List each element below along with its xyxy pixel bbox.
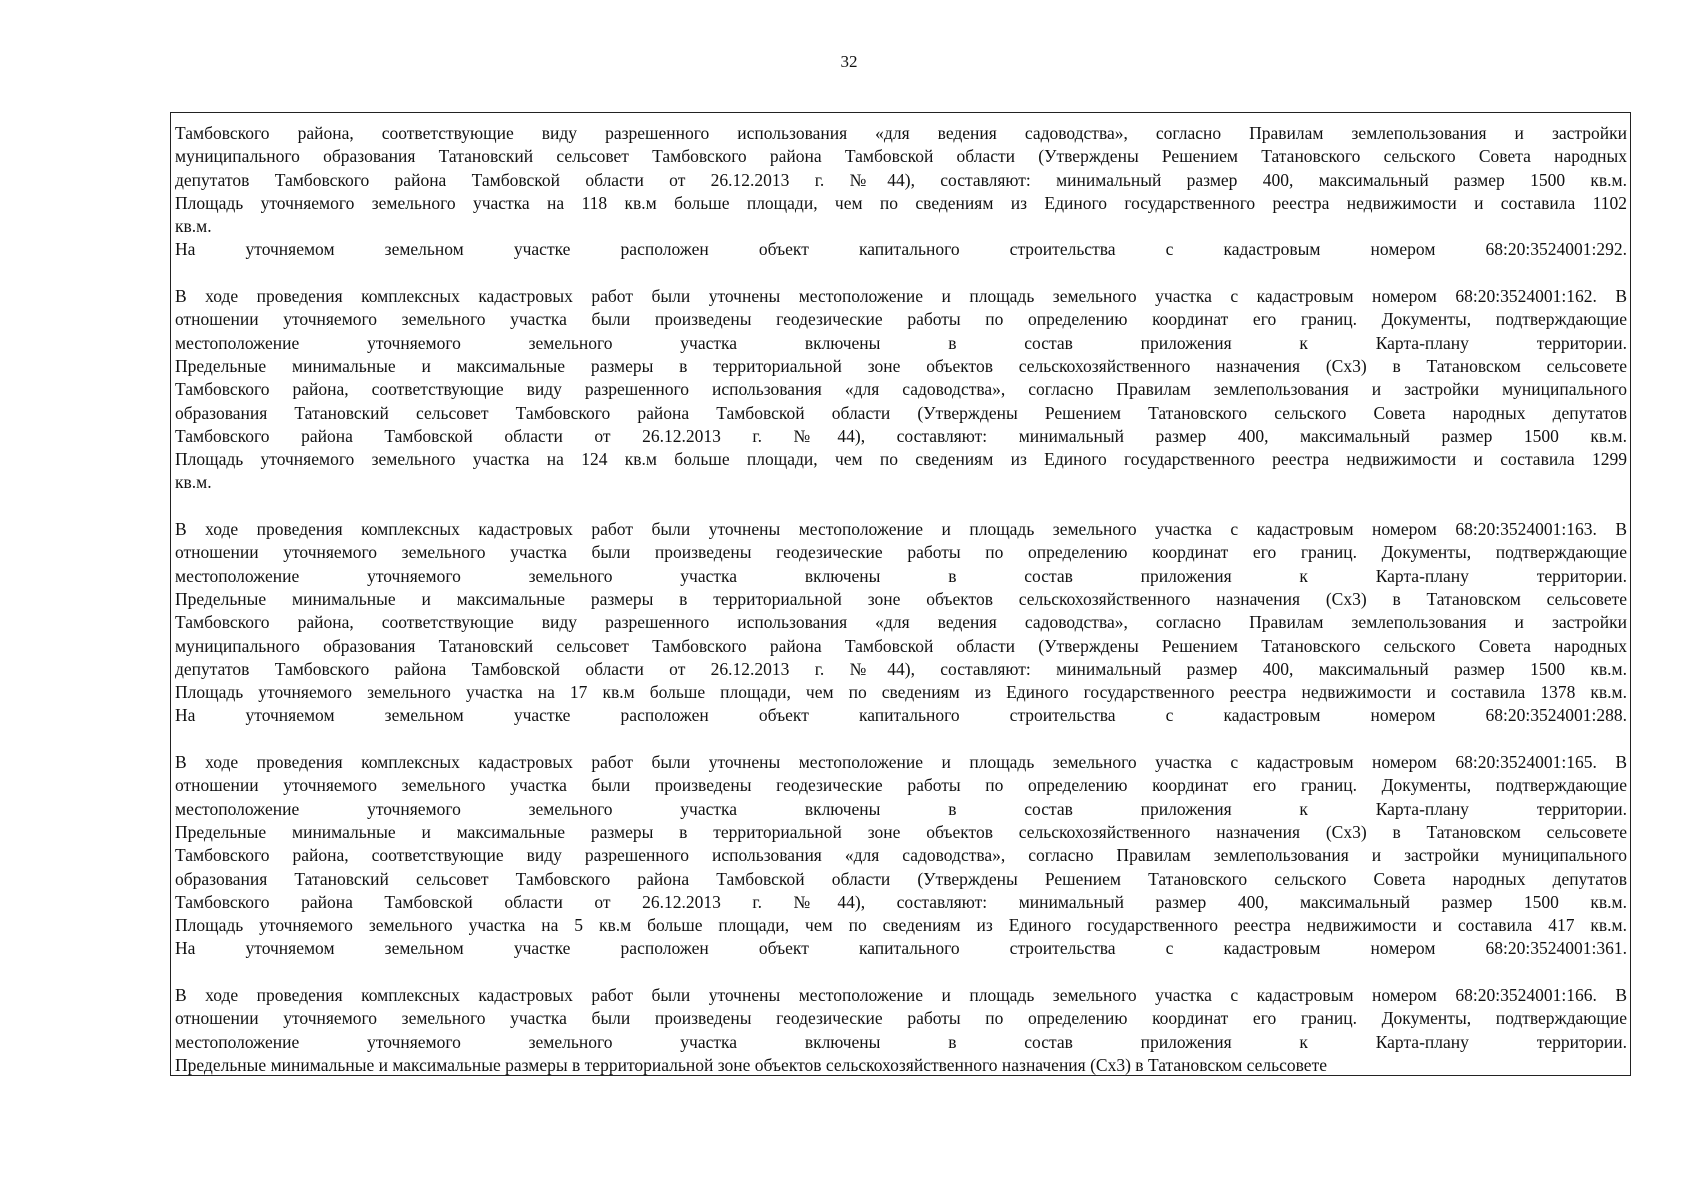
paragraph-gap [175, 728, 1627, 751]
paragraph-gap [175, 262, 1627, 285]
text-line: Площадь уточняемого земельного участка на 118 кв.м больше площади, чем по сведениям из Единого государственного реестра недвижимости и составила 1102 [175, 192, 1627, 213]
text-line: муниципального образования Татановский сельсовет Тамбовского района Тамбовской области (Утверждены Решением Татановского сельского Совета народных [175, 635, 1627, 656]
paragraph [175, 518, 1627, 728]
paragraph-gap [175, 495, 1627, 518]
text-line: муниципального образования Татановский сельсовет Тамбовского района Тамбовской области (Утверждены Решением Татановского сельского Совета народных [175, 146, 1627, 167]
text-line: На уточняемом земельном участке расположен объект капитального строительства с кадастровым номером 68:20:3524001:361. [175, 938, 1627, 959]
text-frame [170, 112, 1631, 1076]
text-line: кв.м. [175, 472, 212, 493]
text-line: На уточняемом земельном участке расположен объект капитального строительства с кадастровым номером 68:20:3524001:288. [175, 705, 1627, 726]
text-line: местоположение уточняемого земельного участка включены в состав приложения к Карта-плану территории. [175, 565, 1627, 586]
text-line: отношении уточняемого земельного участка были произведены геодезические работы по определению координат его границ. Документы, подтверждающие [175, 775, 1627, 796]
text-line: Предельные минимальные и максимальные размеры в территориальной зоне объектов сельскохозяйственного назначения (Сх3) в Татановском сельсовете [175, 355, 1627, 376]
text-line: В ходе проведения комплексных кадастровых работ были уточнены местоположение и площадь земельного участка с кадастровым номером 68:20:3524001:166. В [175, 984, 1627, 1005]
paragraph-gap [175, 961, 1627, 984]
text-line: отношении уточняемого земельного участка были произведены геодезические работы по определению координат его границ. Документы, подтверждающие [175, 1008, 1627, 1029]
text-line: На уточняемом земельном участке расположен объект капитального строительства с кадастровым номером 68:20:3524001:292. [175, 239, 1627, 260]
paragraph [175, 984, 1627, 1076]
page-number: 32 [840, 52, 858, 71]
text-line: Площадь уточняемого земельного участка на 5 кв.м больше площади, чем по сведениям из Единого государственного реестра недвижимости и составила 417 кв.м. [175, 915, 1627, 936]
text-line: Тамбовского района Тамбовской области от 26.12.2013 г. №44), составляют: минимальный размер 400, максимальный размер 1500 кв.м. [175, 425, 1627, 446]
text-line: местоположение уточняемого земельного участка включены в состав приложения к Карта-плану территории. [175, 798, 1627, 819]
text-line: кв.м. [175, 216, 212, 237]
text-line: местоположение уточняемого земельного участка включены в состав приложения к Карта-плану территории. [175, 1031, 1627, 1052]
text-line: В ходе проведения комплексных кадастровых работ были уточнены местоположение и площадь земельного участка с кадастровым номером 68:20:3524001:165. В [175, 752, 1627, 773]
text-line: Тамбовского района, соответствующие виду разрешенного использования «для ведения садоводства», согласно Правилам землепользования и застройки [175, 612, 1627, 633]
paragraph [175, 751, 1627, 961]
text-line: Предельные минимальные и максимальные размеры в территориальной зоне объектов сельскохозяйственного назначения (Сх3) в Татановском сельсовете [175, 588, 1627, 609]
text-line: Предельные минимальные и максимальные размеры в территориальной зоне объектов сельскохозяйственного назначения (Сх3) в Татановском сельсовете [175, 1054, 1327, 1075]
text-line: Площадь уточняемого земельного участка на 124 кв.м больше площади, чем по сведениям из Единого государственного реестра недвижимости и составила 1299 [175, 449, 1627, 470]
paragraph [175, 285, 1627, 495]
text-line: образования Татановский сельсовет Тамбовского района Тамбовской области (Утверждены Решением Татановского сельского Совета народных депутатов [175, 868, 1627, 889]
text-line: местоположение уточняемого земельного участка включены в состав приложения к Карта-плану территории. [175, 332, 1627, 353]
text-line: Площадь уточняемого земельного участка на 17 кв.м больше площади, чем по сведениям из Единого государственного реестра недвижимости и составила 1378 кв.м. [175, 682, 1627, 703]
text-line: Тамбовского района Тамбовской области от 26.12.2013 г. №44), составляют: минимальный размер 400, максимальный размер 1500 кв.м. [175, 891, 1627, 912]
text-line: В ходе проведения комплексных кадастровых работ были уточнены местоположение и площадь земельного участка с кадастровым номером 68:20:3524001:162. В [175, 286, 1627, 307]
text-line: Предельные минимальные и максимальные размеры в территориальной зоне объектов сельскохозяйственного назначения (Сх3) в Татановском сельсовете [175, 821, 1627, 842]
text-line: В ходе проведения комплексных кадастровых работ были уточнены местоположение и площадь земельного участка с кадастровым номером 68:20:3524001:163. В [175, 519, 1627, 540]
paragraph [175, 122, 1627, 262]
text-line: Тамбовского района, соответствующие виду разрешенного использования «для садоводства», согласно Правилам землепользования и застройки муниципального [175, 379, 1627, 400]
text-line: Тамбовского района, соответствующие виду разрешенного использования «для ведения садоводства», согласно Правилам землепользования и застройки [175, 123, 1627, 143]
text-line: образования Татановский сельсовет Тамбовского района Тамбовской области (Утверждены Решением Татановского сельского Совета народных депутатов [175, 402, 1627, 423]
text-line: отношении уточняемого земельного участка были произведены геодезические работы по определению координат его границ. Документы, подтверждающие [175, 542, 1627, 563]
text-line: Тамбовского района, соответствующие виду разрешенного использования «для садоводства», согласно Правилам землепользования и застройки муниципального [175, 845, 1627, 866]
text-line: отношении уточняемого земельного участка были произведены геодезические работы по определению координат его границ. Документы, подтверждающие [175, 309, 1627, 330]
text-line: депутатов Тамбовского района Тамбовской области от 26.12.2013 г. №44), составляют: минимальный размер 400, максимальный размер 1500 кв.м. [175, 658, 1627, 679]
text-line: депутатов Тамбовского района Тамбовской области от 26.12.2013 г. №44), составляют: минимальный размер 400, максимальный размер 1500 кв.м. [175, 169, 1627, 190]
